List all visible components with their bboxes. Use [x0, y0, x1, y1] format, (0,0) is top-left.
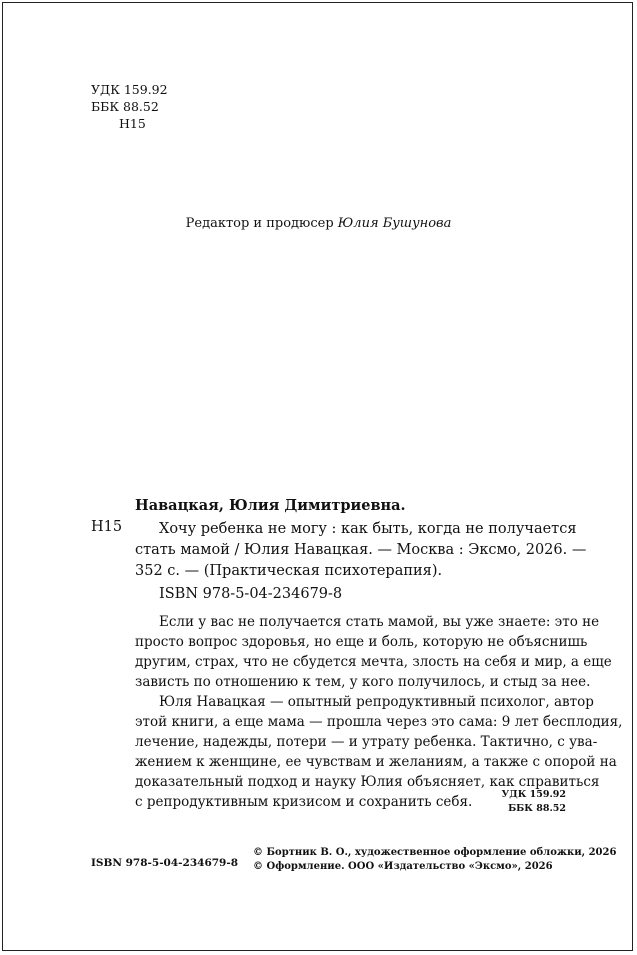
annotation-line: просто вопрос здоровья, но еще и боль, которую не объяснишь	[135, 634, 588, 650]
footer-bbk: ББК 88.52	[508, 803, 566, 814]
annotation-line: с репродуктивным кризисом и сохранить себя.	[135, 794, 473, 810]
bbk-code: ББК 88.52	[91, 99, 159, 114]
copyright-cover: © Бортник В. О., художественное оформление обложки, 2026	[253, 847, 617, 858]
annotation-line: зависть по отношению к тем, у кого получилось, и стыд за нее.	[135, 674, 591, 690]
bibliography-isbn: ISBN 978-5-04-234679-8	[159, 586, 343, 602]
annotation-line: этой книги, а еще мама — прошла через это сама: 9 лет бесплодия,	[135, 714, 623, 730]
editor-name: Юлия Бушунова	[337, 216, 452, 231]
annotation-line: другим, страх, что не сбудется мечта, злость на себя и мир, а еще	[135, 654, 612, 670]
annotation-line: лечение, надежды, потери — и утрату ребенка. Тактично, с ува-	[135, 734, 598, 750]
editor-credit	[0, 216, 637, 231]
bibliography-line: Хочу ребенка не могу : как быть, когда не получается	[159, 521, 577, 537]
udk-code: УДК 159.92	[91, 82, 168, 97]
classification-block	[91, 82, 168, 133]
bibliography-description	[135, 519, 587, 582]
annotation-line: Юля Навацкая — опытный репродуктивный психолог, автор	[159, 694, 594, 710]
copyright-design: © Оформление. ООО «Издательство «Эксмо», 2026	[253, 861, 553, 872]
annotation-line: доказательный подход и науку Юлия объясняет, как справиться	[135, 774, 600, 790]
author-mark: Н15	[119, 116, 146, 131]
annotation	[135, 612, 623, 812]
bibliography-line: стать мамой / Юлия Навацкая. — Москва : Эксмо, 2026. —	[135, 542, 587, 558]
bibliography-author: Навацкая, Юлия Димитриевна.	[135, 497, 406, 514]
footer-isbn: ISBN 978-5-04-234679-8	[91, 857, 239, 869]
footer-classification	[502, 788, 566, 816]
copyright-block	[253, 846, 616, 874]
footer-udk: УДК 159.92	[501, 789, 566, 800]
bibliography-mark: Н15	[91, 519, 123, 535]
annotation-line: Если у вас не получается стать мамой, вы уже знаете: это не	[159, 614, 600, 630]
bibliography-line: 352 с. — (Практическая психотерапия).	[135, 563, 443, 579]
annotation-line: жением к женщине, ее чувствам и желаниям, а также с опорой на	[135, 754, 617, 770]
editor-prefix: Редактор и продюсер	[185, 216, 338, 231]
